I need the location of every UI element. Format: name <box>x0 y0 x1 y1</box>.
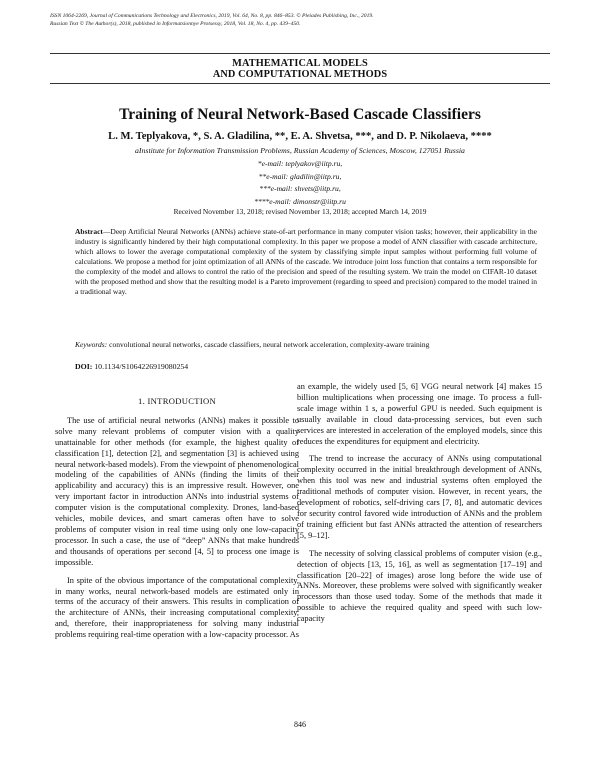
keywords <box>75 340 537 350</box>
paper-title: Training of Neural Network-Based Cascade Classifiers <box>119 106 481 123</box>
paper-affiliation: aInstitute for Information Transmission Problems, Russian Academy of Sciences, Moscow, 127051 Russia <box>135 146 465 155</box>
paragraph: The necessity of solving classical problems of computer vision (e.g., detection of objects [13, 15, 16], as well as segmentation [17–19] and classification [20–22] of images) arose long before the wide use of ANNs. Moreover, these problems were solved with significantly weaker processors than those used today. Some of the methods that made it possible to achieve the required quality and speed with such low-capacity <box>297 548 542 624</box>
journal-header <box>50 12 550 28</box>
doi-label: DOI: <box>75 362 93 371</box>
paragraph: In spite of the obvious importance of the computational complexity, in many works, neural network-based models are estimated only in terms of the accuracy of their answers. This results in complication of the architecture of ANNs, their increasing computational complexity, and, therefore, their inappropriateness for solving many industrial problems requiring real-time operation with a low-capacity processor. As <box>55 575 299 640</box>
section-heading <box>50 58 550 80</box>
keywords-text: convolutional neural networks, cascade classifiers, neural network acceleration, complexity-aware training <box>107 340 430 349</box>
section-rule-bottom <box>50 83 550 84</box>
paragraph: The use of artificial neural networks (ANNs) makes it possible to solve many relevant problems of computer vision with a quality unattainable for other methods (for example, the highest quality of classification [1], detection [2], and segmentation [3] is achieved using neural network-based models). From the viewpoint of phenomenological modeling of the capabilities of ANNs (finding the limits of their applicability and accuracy) this is an impressive result. However, one very important factor in introduction ANNs into industrial systems of computer vision is the computational complexity. Drones, land-based vehicles, mobile devices, and smart cameras often have to solve problems of computer vision in real time using only one low-capacity processor. In such a case, the use of “deep” ANNs that make hundreds and thousands of operations per second [4, 5] to process one image is impossible. <box>55 415 299 567</box>
email-teplyakov: *e-mail: teplyakov@iitp.ru, <box>257 159 343 168</box>
left-column <box>55 383 299 648</box>
page-number: 846 <box>294 720 306 729</box>
paragraph: The trend to increase the accuracy of ANNs using computational complexity occurred in the initial breakthrough development of ANNs, when this tool was new and industrial systems often employed the traditional methods of computer vision. However, in recent years, the development of robotics, self-driving cars [7, 8], and automatic devices for security control favored wide introduction of ANNs and the problem of training efficient but fast ANNs attracted the attention of researchers [5, 9–12]. <box>297 454 542 540</box>
received-dates: Received November 13, 2018; revised November 13, 2018; accepted March 14, 2019 <box>173 207 427 216</box>
section-rule-top <box>50 53 550 54</box>
abstract-label: Abstract <box>75 227 103 236</box>
email-shvets: ***e-mail: shvets@iitp.ru, <box>259 184 341 194</box>
section-heading-line2: AND COMPUTATIONAL METHODS <box>212 69 388 80</box>
doi <box>75 362 537 372</box>
paragraph: an example, the widely used [5, 6] VGG neural network [4] makes 15 billion multiplications when processing one image. To process a full-scale image within 1 s, a powerful GPU is needed. Such equipment is usually available in cloud data-processing services, but even such services are interested in acceleration of the employed models, since this reduces the expenditures for equipment and electricity. <box>297 382 542 446</box>
issn-line: ISSN 1064-2269, Journal of Communications Technology and Electronics, 2019, Vol. 64, No. 8, pp. 846–853. © Pleiades Publishing, Inc., 2019. <box>50 13 374 19</box>
abstract <box>75 227 537 297</box>
email-nikolaev: ****e-mail: dimonstr@iitp.ru <box>254 196 346 206</box>
right-column <box>297 382 542 632</box>
paper-authors: L. M. Teplyakova, *, S. A. Gladilina, **, E. A. Shvetsa, ***, and D. P. Nikolaeva, **** <box>108 131 492 142</box>
abstract-text: —Deep Artificial Neural Networks (ANNs) achieve state-of-art performance in many computer vision tasks; however, their applicability in the industry is significantly hindered by their high computational complexity. In this paper we propose a model of ANN classifier with cascade architecture, which allows to lower the average computational complexity of the system by classifying simple input samples without performing full volume of calculations. We propose a method for joint optimization of all ANNs of the cascade. We introduce joint loss function that contains a term responsible for the complexity of the model and allows to control the ratio of the precision and speed of the resulting system. We train the model on CIFAR-10 dataset with the proposed method and show that the resulting model is a Pareto improvement (regarding to speed and precision) compared to the model trained in a traditional way. <box>75 227 537 296</box>
doi-value: 10.1134/S1064226919080254 <box>92 362 189 371</box>
section-title-introduction: 1. INTRODUCTION <box>137 396 217 406</box>
russian-text-line: Russian Text © The Author(s), 2018, published in Informatsionnye Protsessy, 2018, Vol. 18, No. 4, pp. 439–450. <box>50 21 301 27</box>
author-emails <box>50 158 550 208</box>
email-gladilin: **e-mail: gladilin@iitp.ru, <box>258 171 342 181</box>
keywords-label: Keywords: <box>75 340 108 349</box>
section-heading-line1: MATHEMATICAL MODELS <box>232 58 368 69</box>
